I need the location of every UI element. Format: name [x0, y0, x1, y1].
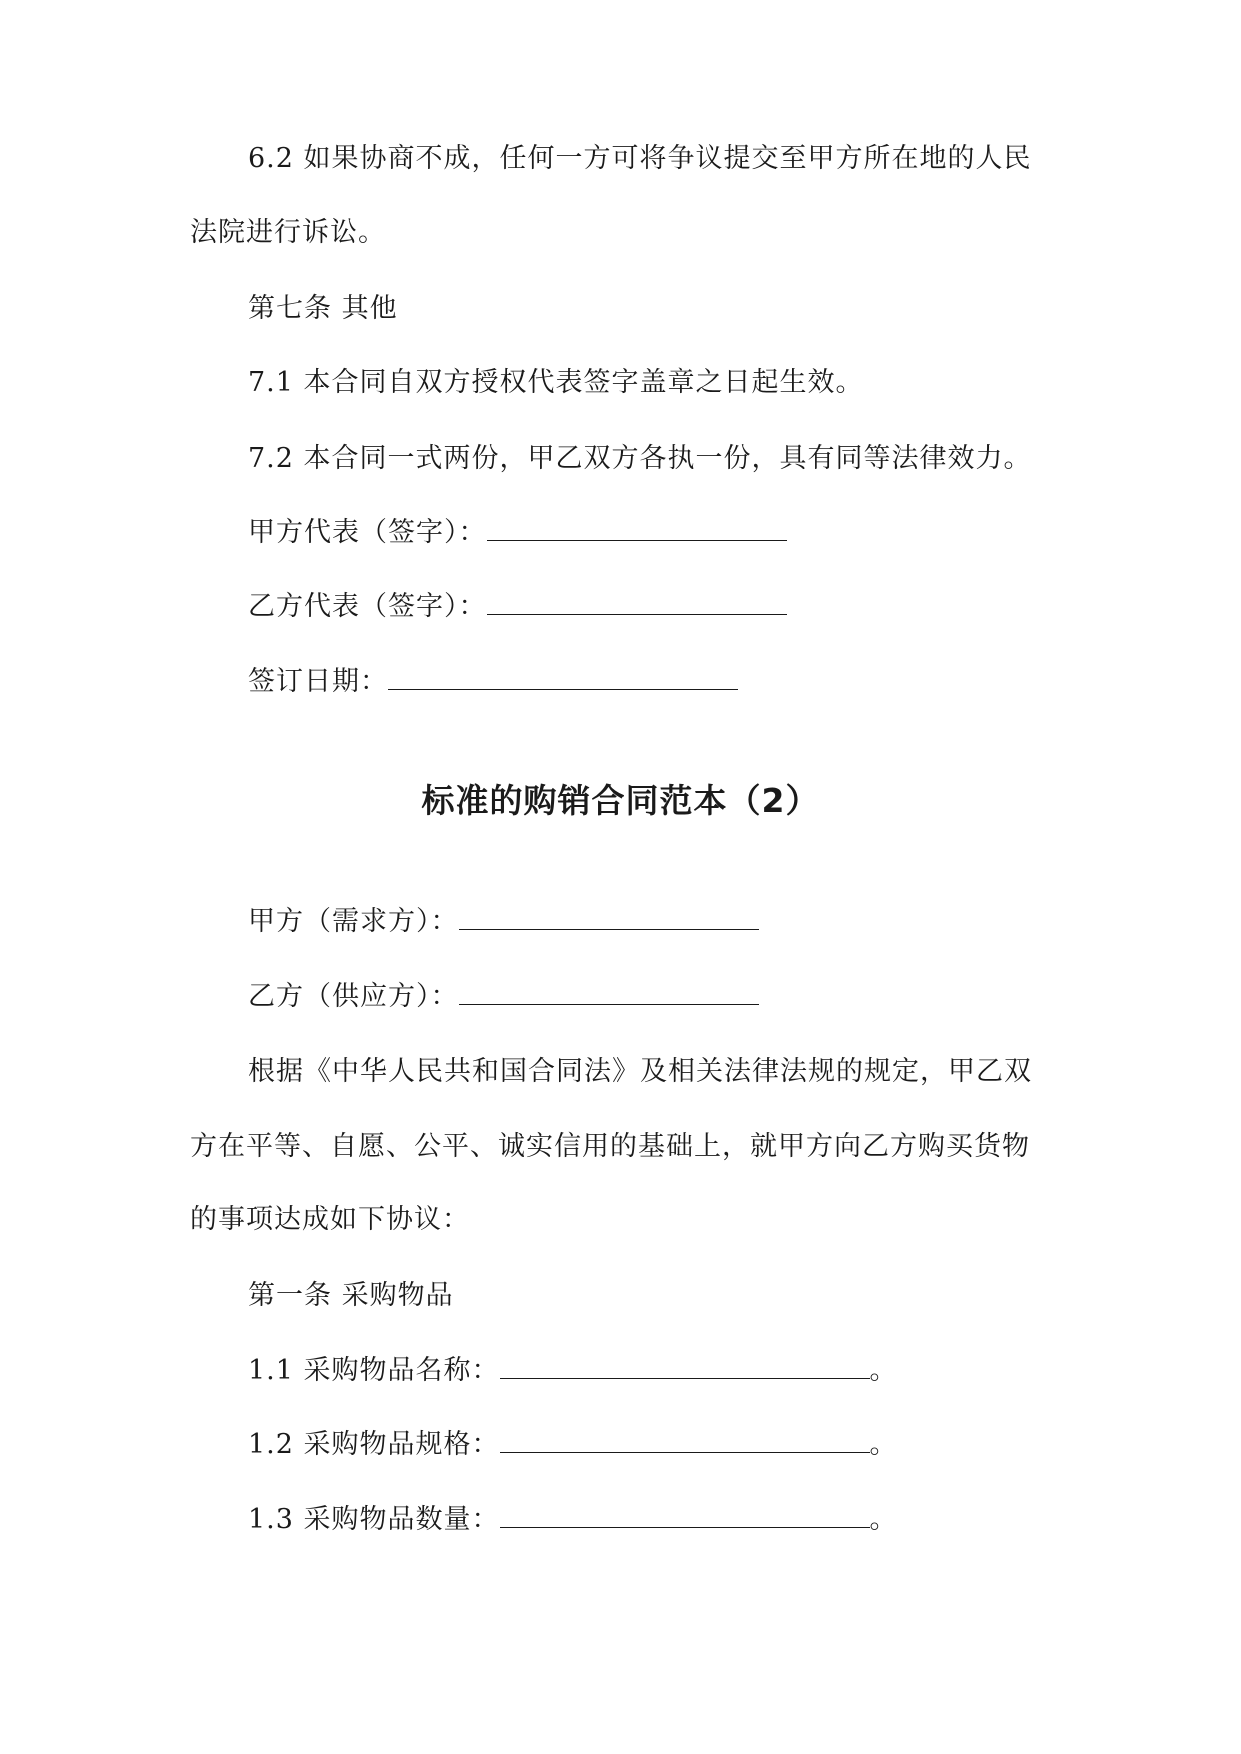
item-spec-field [248, 1428, 898, 1462]
intro-line-1: 根据《中华人民共和国合同法》及相关法律法规的规定，甲乙双 [248, 1056, 1032, 1087]
signature-party-a [248, 516, 787, 550]
party-a-field [248, 905, 759, 939]
clause-6-2-line-2: 法院进行诉讼。 [190, 217, 386, 248]
party-b-blank[interactable] [459, 982, 759, 1005]
signature-party-a-label: 甲方代表（签字）： [248, 517, 487, 548]
signing-date-label: 签订日期： [248, 666, 388, 697]
party-a-label: 甲方（需求方）： [248, 906, 459, 937]
party-a-blank[interactable] [459, 907, 759, 930]
intro-line-2: 方在平等、自愿、公平、诚实信用的基础上，就甲方向乙方购买货物 [190, 1131, 1030, 1162]
article-7-heading: 第七条 其他 [248, 293, 398, 324]
item-name-suffix: 。 [869, 1355, 898, 1386]
signing-date-blank[interactable] [388, 667, 738, 690]
item-spec-label: 1.2 采购物品规格： [248, 1429, 500, 1460]
item-spec-suffix: 。 [869, 1429, 898, 1460]
signature-party-b [248, 590, 787, 624]
item-name-label: 1.1 采购物品名称： [248, 1355, 500, 1386]
clause-7-1: 7.1 本合同自双方授权代表签字盖章之日起生效。 [248, 367, 864, 398]
signing-date [248, 665, 738, 699]
article-1-heading: 第一条 采购物品 [248, 1280, 454, 1311]
clause-7-2: 7.2 本合同一式两份，甲乙双方各执一份，具有同等法律效力。 [248, 443, 1032, 474]
party-b-label: 乙方（供应方）： [248, 981, 459, 1012]
contract-title: 标准的购销合同范本（2） [421, 781, 820, 820]
item-name-field [248, 1354, 898, 1388]
item-quantity-blank[interactable] [500, 1505, 870, 1528]
item-spec-blank[interactable] [500, 1430, 870, 1453]
clause-6-2-line-1: 6.2 如果协商不成，任何一方可将争议提交至甲方所在地的人民 [248, 143, 1032, 174]
signature-party-b-blank[interactable] [487, 592, 787, 615]
signature-party-b-label: 乙方代表（签字）： [248, 591, 487, 622]
signature-party-a-blank[interactable] [487, 518, 787, 541]
item-quantity-field [248, 1503, 898, 1537]
item-name-blank[interactable] [500, 1356, 870, 1379]
item-quantity-label: 1.3 采购物品数量： [248, 1504, 500, 1535]
party-b-field [248, 980, 759, 1014]
item-quantity-suffix: 。 [869, 1504, 898, 1535]
intro-line-3: 的事项达成如下协议： [190, 1204, 470, 1235]
